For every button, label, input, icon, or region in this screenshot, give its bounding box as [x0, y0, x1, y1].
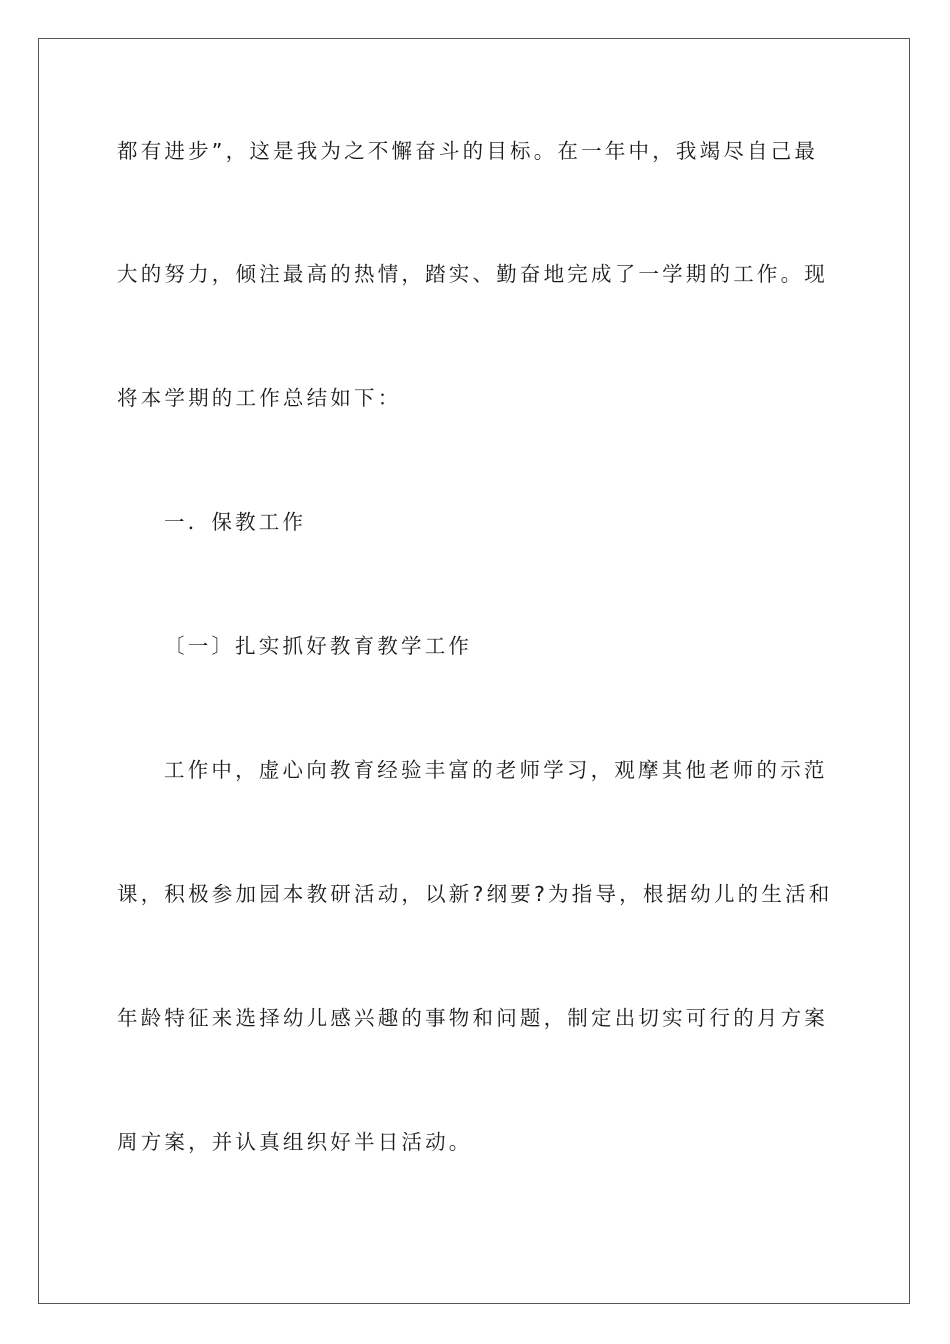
- body-text-line-4: 工作中，虚心向教育经验丰富的老师学习，观摩其他老师的示范: [164, 758, 828, 782]
- body-text-line-2: 大的努力，倾注最高的热情，踏实、勤奋地完成了一学期的工作。现: [117, 262, 828, 286]
- body-text-line-6: 年龄特征来选择幼儿感兴趣的事物和问题，制定出切实可行的月方案: [117, 1006, 828, 1030]
- body-text-line-1: 都有进步”，这是我为之不懈奋斗的目标。在一年中，我竭尽自己最: [117, 139, 819, 163]
- subsection-heading: 〔一〕扎实抓好教育教学工作: [164, 634, 473, 658]
- body-text-line-5: 课，积极参加园本教研活动，以新?纲要?为指导，根据幼儿的生活和: [117, 882, 833, 906]
- body-text-line-3: 将本学期的工作总结如下：: [117, 386, 402, 410]
- body-text-line-7: 周方案，并认真组织好半日活动。: [117, 1130, 473, 1154]
- page-border: [38, 38, 910, 1304]
- section-heading: 一．保教工作: [164, 510, 307, 534]
